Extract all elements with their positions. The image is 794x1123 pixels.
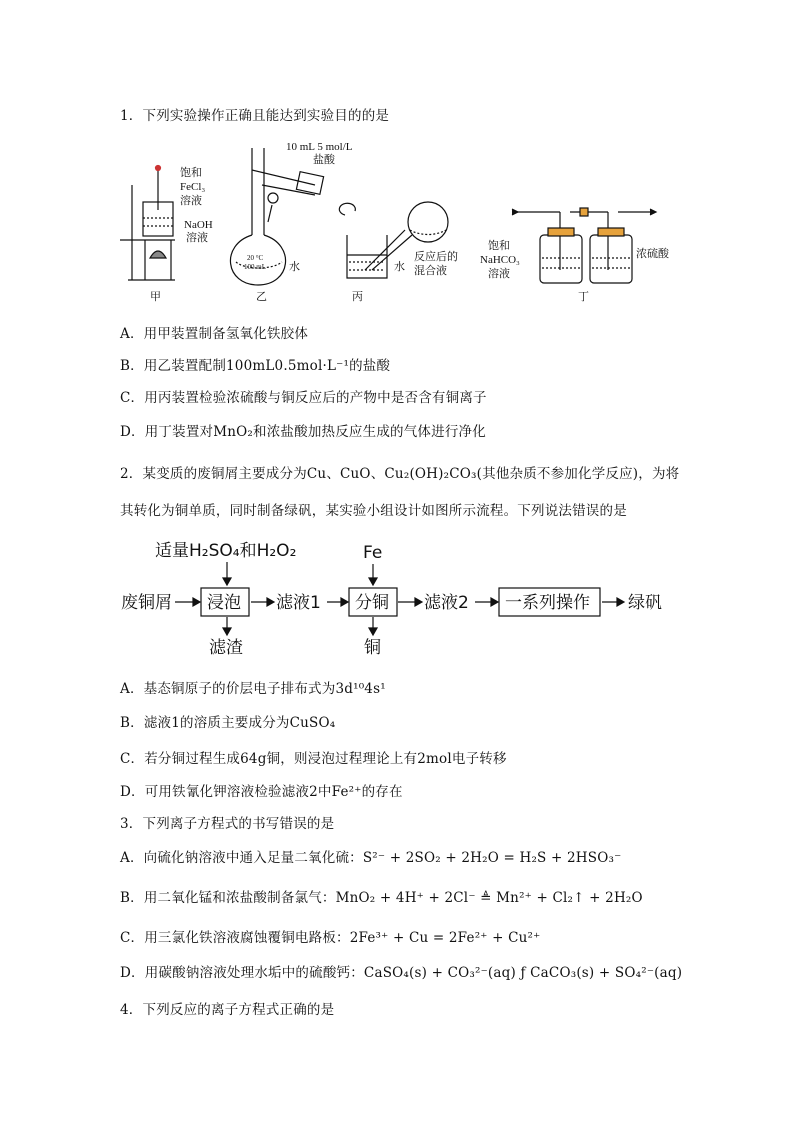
question-3-stem: 3．下列离子方程式的书写错误的是 [120, 816, 335, 832]
ding-caption: 丁 [578, 291, 589, 303]
bing-label-1: 反应后的 [414, 251, 458, 263]
flow-out-1: 滤渣 [209, 638, 243, 658]
question-4-stem: 4．下列反应的离子方程式正确的是 [120, 1002, 335, 1018]
flow-reagent-1: 适量H₂SO₄和H₂O₂ [155, 541, 297, 561]
flow-step1: 浸泡 [207, 593, 241, 613]
ding-label-3: 溶液 [488, 268, 510, 280]
ding-label-1: 饱和 [488, 240, 510, 252]
yi-flask-mark-1: 20 °C [247, 254, 264, 262]
flow-end: 绿矾 [628, 593, 662, 613]
q3-option-c: C．用三氯化铁溶液腐蚀覆铜电路板：2Fe³⁺ + Cu = 2Fe²⁺ + Cu²⁺ [120, 930, 541, 946]
yi-flask-mark-2: 100 mL [244, 263, 266, 271]
q2-option-d: D．可用铁氰化钾溶液检验滤液2中Fe²⁺的存在 [120, 784, 403, 800]
question-2-stem-line-2: 其转化为铜单质，同时制备绿矾，某实验小组设计如图所示流程。下列说法错误的是 [120, 503, 627, 519]
question-2-stem-line-1: 2．某变质的废铜屑主要成分为Cu、CuO、Cu₂(OH)₂CO₃(其他杂质不参加化学反应)，为将 [120, 466, 680, 482]
apparatus-ding [512, 208, 656, 283]
q2-option-c: C．若分铜过程生成64g铜，则浸泡过程理论上有2mol电子转移 [120, 751, 507, 767]
flow-start: 废铜屑 [121, 593, 172, 613]
q3-option-d: D．用碳酸钠溶液处理水垢中的硫酸钙：CaSO₄(s) + CO₃²⁻(aq) ƒ CaCO₃(s) + SO₄²⁻(aq) [120, 965, 683, 981]
bing-caption: 丙 [352, 291, 363, 303]
q1-option-b: B．用乙装置配制100mL0.5mol·L⁻¹的盐酸 [120, 358, 391, 374]
ding-label-4: 浓硫酸 [636, 248, 669, 260]
yi-water: 水 [289, 261, 300, 273]
jia-caption: 甲 [150, 291, 161, 303]
q3-option-a: A．向硫化钠溶液中通入足量二氧化硫：S²⁻ + 2SO₂ + 2H₂O = H₂S + 2HSO₃⁻ [120, 850, 622, 866]
q2-option-a: A．基态铜原子的价层电子排布式为3d¹⁰4s¹ [120, 681, 386, 697]
ding-label-2: NaHCO₃ [480, 254, 520, 266]
bing-water: 水 [394, 261, 405, 273]
jia-label-5: 溶液 [186, 232, 208, 244]
q1-apparatus-figure [0, 130, 794, 310]
apparatus-jia [120, 166, 175, 281]
flow-reagent-2: Fe [363, 543, 383, 563]
q1-option-a: A．用甲装置制备氢氧化铁胶体 [120, 326, 309, 342]
q2-option-b: B．滤液1的溶质主要成分为CuSO₄ [120, 715, 336, 731]
flow-step2: 分铜 [355, 593, 389, 613]
question-1-stem: 1．下列实验操作正确且能达到实验目的的是 [120, 108, 390, 124]
jia-label-1: 饱和 [180, 167, 202, 179]
jia-label-2: FeCl₃ [180, 181, 206, 193]
q1-option-c: C．用丙装置检验浓硫酸与铜反应后的产物中是否含有铜离子 [120, 390, 487, 406]
flow-mid2: 滤液2 [424, 593, 469, 613]
yi-caption: 乙 [256, 291, 267, 303]
q3-option-b: B．用二氧化锰和浓盐酸制备氯气：MnO₂ + 4H⁺ + 2Cl⁻ ≜ Mn²⁺ + Cl₂↑ + 2H₂O [120, 890, 643, 906]
flow-out-2: 铜 [364, 638, 381, 658]
jia-label-3: 溶液 [180, 195, 202, 207]
jia-label-4: NaOH [184, 219, 213, 231]
q1-option-d: D．用丁装置对MnO₂和浓盐酸加热反应生成的气体进行净化 [120, 424, 486, 440]
yi-label-2: 盐酸 [313, 154, 335, 166]
q2-flowchart [0, 535, 794, 665]
flow-step3: 一系列操作 [505, 593, 590, 613]
bing-label-2: 混合液 [414, 265, 447, 277]
yi-label-1: 10 mL 5 mol/L [286, 141, 353, 153]
flow-mid1: 滤液1 [276, 593, 321, 613]
